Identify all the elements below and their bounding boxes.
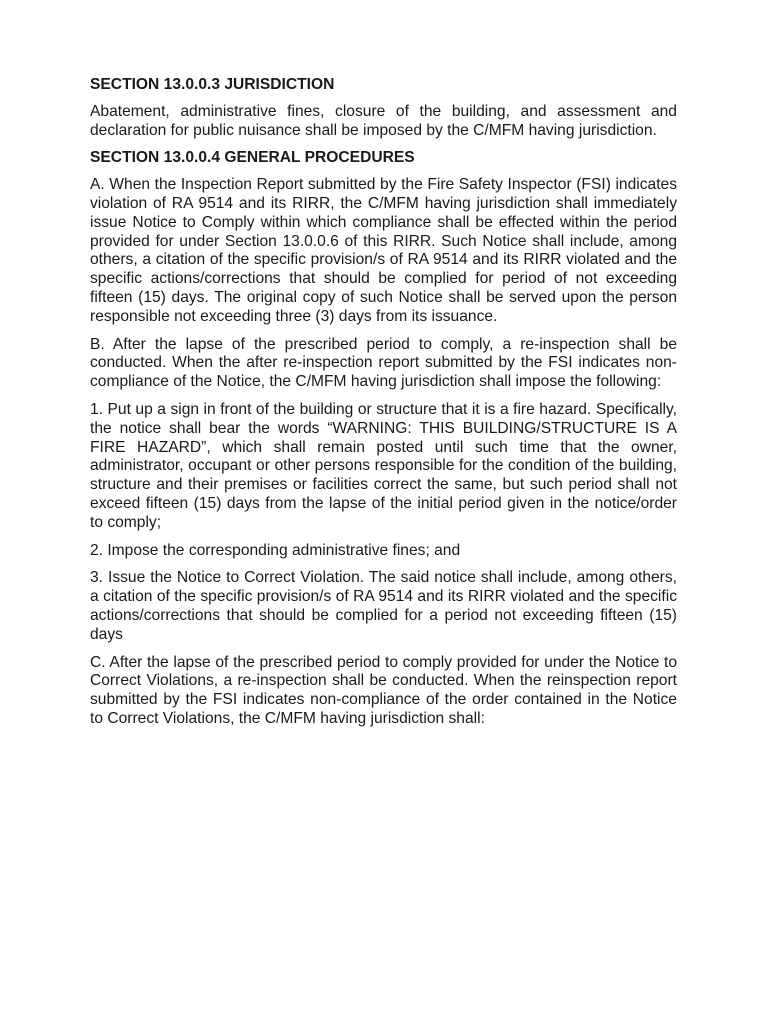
paragraph-c: C. After the lapse of the prescribed period to comply provided for under the Notice to Correct Violations, a re-inspection shall be conducted. When the reinspection report submitted by the FSI indicates non-compliance of the order contained in the Notice to Correct Violations, the C/MFM having jurisdiction shall: <box>90 653 677 727</box>
paragraph-jurisdiction: Abatement, administrative fines, closure of the building, and assessment and declaration for public nuisance shall be imposed by the C/MFM having jurisdiction. <box>90 102 677 139</box>
section-heading-jurisdiction: SECTION 13.0.0.3 JURISDICTION <box>90 76 335 93</box>
list-item-1: 1. Put up a sign in front of the building or structure that it is a fire hazard. Specifically, the notice shall bear the words “WARNING: THIS BUILDING/STRUCTURE IS A FIRE HAZARD”, which shall remain posted until such time that the owner, administrator, occupant or other persons responsible for the condition of the building, structure and their premises or facilities correct the same, but such period shall not exceed fifteen (15) days from the lapse of the initial period given in the notice/order to comply; <box>90 400 677 531</box>
list-item-3: 3. Issue the Notice to Correct Violation. The said notice shall include, among others, a citation of the specific provision/s of RA 9514 and its RIRR violated and the specific actions/corrections that should be complied for a period not exceeding fifteen (15) days <box>90 569 677 643</box>
section-heading-general-procedures: SECTION 13.0.0.4 GENERAL PROCEDURES <box>90 149 415 167</box>
paragraph-a: A. When the Inspection Report submitted by the Fire Safety Inspector (FSI) indicates violation of RA 9514 and its RIRR, the C/MFM having jurisdiction shall immediately issue Notice to Comply within which compliance shall be effected within the period provided for under Section 13.0.0.6 of this RIRR. Such Notice shall include, among others, a citation of the specific provision/s of RA 9514 and its RIRR violated and the specific actions/corrections that should be complied for period of not exceeding fifteen (15) days. The original copy of such Notice shall be served upon the person responsible not exceeding three (3) days from its issuance. <box>90 176 677 325</box>
list-item-2: 2. Impose the corresponding administrative fines; and <box>90 541 461 559</box>
paragraph-b: B. After the lapse of the prescribed period to comply, a re-inspection shall be conducted. When the after re-inspection report submitted by the FSI indicates non-compliance of the Notice, the C/MFM having jurisdiction shall impose the following: <box>90 335 677 391</box>
document-page <box>90 76 677 738</box>
